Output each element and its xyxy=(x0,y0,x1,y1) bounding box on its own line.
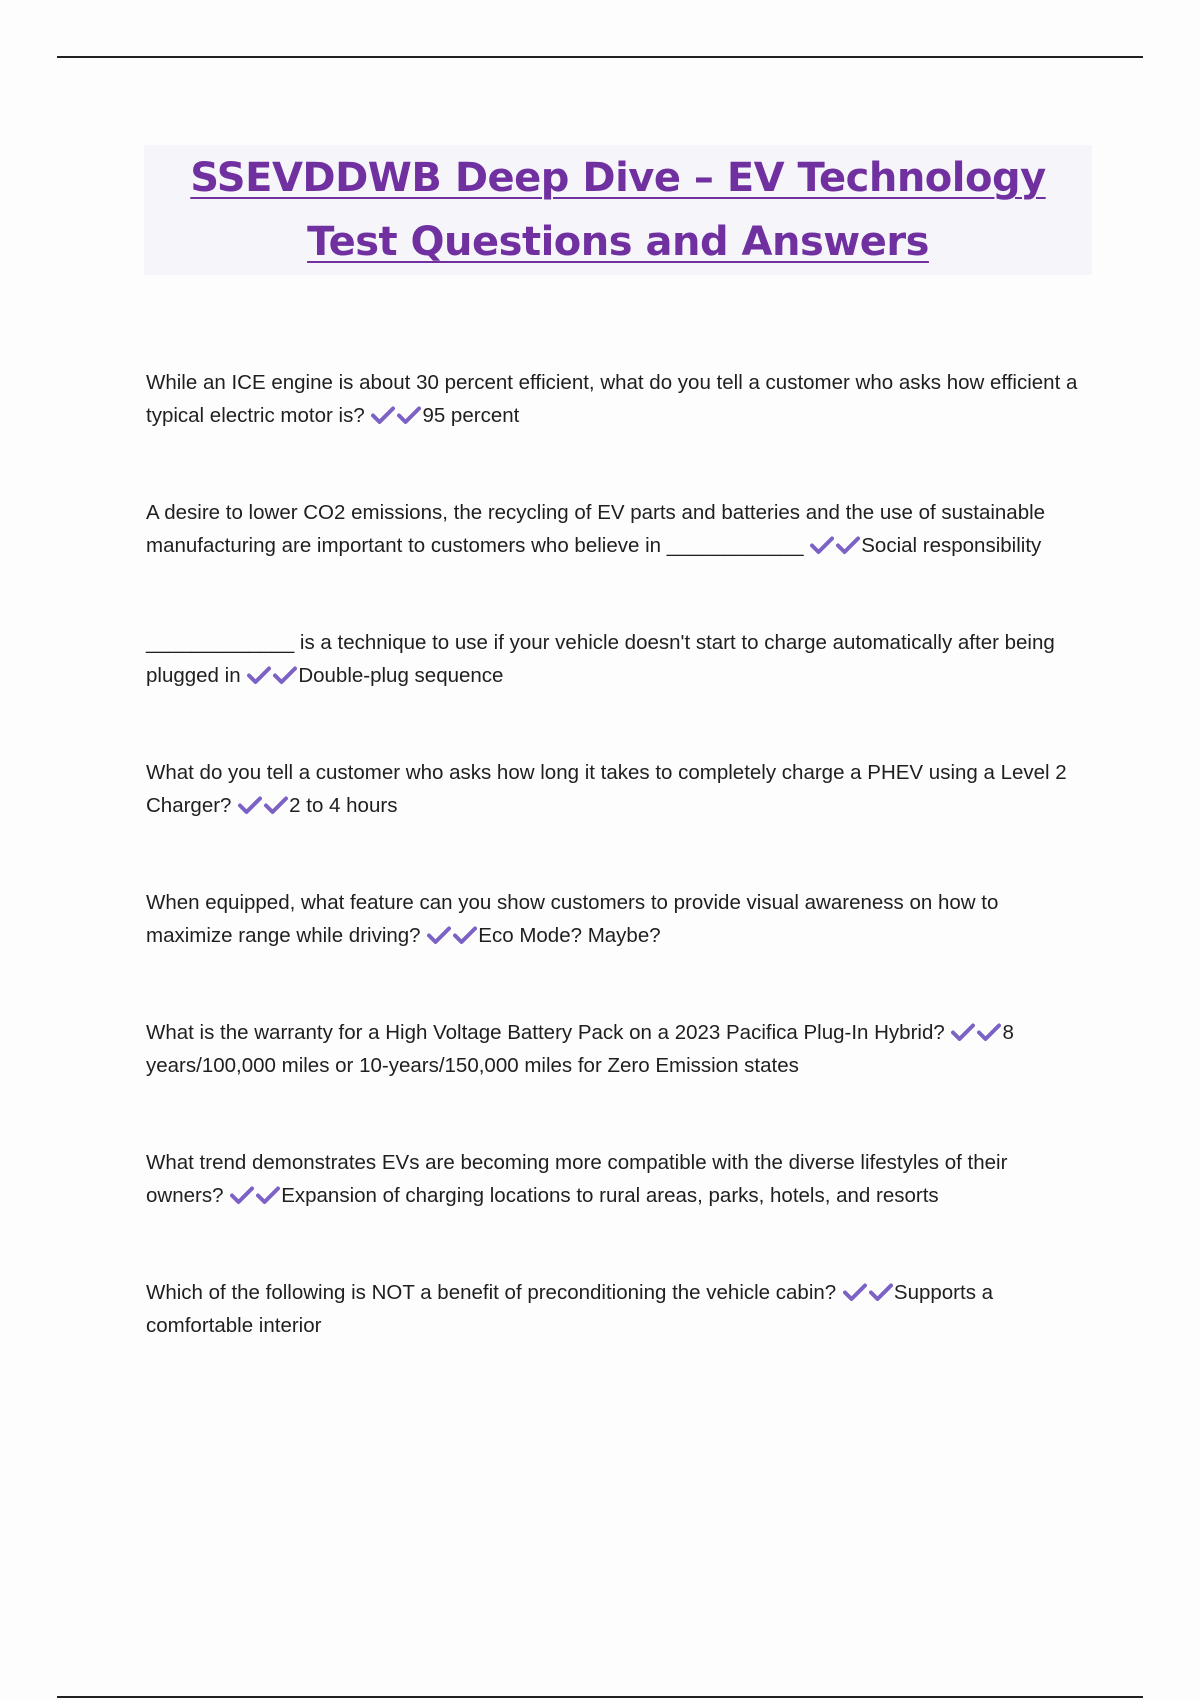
answer-text: 8 years/100,000 miles or 10-years/150,000 miles for Zero Emission states xyxy=(146,1021,1014,1077)
question-text: What do you tell a customer who asks how long it takes to completely charge a PHEV using a Level 2 Charger? xyxy=(146,761,1067,817)
qa-item xyxy=(146,886,1086,952)
qa-item xyxy=(146,1146,1086,1212)
checkmark-icon xyxy=(836,535,860,555)
checkmark-icon xyxy=(427,925,451,945)
question-text: Which of the following is NOT a benefit of preconditioning the vehicle cabin? xyxy=(146,1281,842,1304)
checkmark-icon xyxy=(230,1185,254,1205)
checkmark-icon xyxy=(951,1022,975,1042)
answer-text: 2 to 4 hours xyxy=(289,794,398,817)
question-text: What trend demonstrates EVs are becoming more compatible with the diverse lifestyles of their owners? xyxy=(146,1151,1008,1207)
qa-item xyxy=(146,496,1086,562)
answer-text: Expansion of charging locations to rural areas, parks, hotels, and resorts xyxy=(281,1184,939,1207)
question-text: A desire to lower CO2 emissions, the recycling of EV parts and batteries and the use of sustainable manufacturing are important to customers who believe in ____________ xyxy=(146,501,1046,557)
question-text: _____________ is a technique to use if your vehicle doesn't start to charge automatically after being plugged in xyxy=(146,631,1055,687)
answer-text: Eco Mode? Maybe? xyxy=(478,924,661,947)
question-text: When equipped, what feature can you show customers to provide visual awareness on how to maximize range while driving? xyxy=(146,891,999,947)
qa-item xyxy=(146,1016,1086,1082)
checkmark-icon xyxy=(256,1185,280,1205)
checkmark-icon xyxy=(810,535,834,555)
checkmark-icon xyxy=(238,795,262,815)
checkmark-icon xyxy=(843,1282,867,1302)
checkmark-icon xyxy=(247,665,271,685)
document-title xyxy=(144,145,1092,275)
qa-list xyxy=(146,366,1086,1406)
checkmark-icon xyxy=(453,925,477,945)
bottom-rule xyxy=(57,1696,1143,1698)
qa-item xyxy=(146,756,1086,822)
checkmark-icon xyxy=(371,405,395,425)
title-line-2: Test Questions and Answers xyxy=(307,219,929,265)
qa-item xyxy=(146,366,1086,432)
checkmark-icon xyxy=(869,1282,893,1302)
qa-item xyxy=(146,626,1086,692)
qa-item xyxy=(146,1276,1086,1342)
checkmark-icon xyxy=(397,405,421,425)
answer-text: Double-plug sequence xyxy=(298,664,504,687)
top-rule xyxy=(57,56,1143,58)
answer-text: Supports a comfortable interior xyxy=(146,1281,994,1337)
checkmark-icon xyxy=(273,665,297,685)
question-text: While an ICE engine is about 30 percent efficient, what do you tell a customer who asks how efficient a typical electric motor is? xyxy=(146,371,1078,427)
answer-text: Social responsibility xyxy=(861,534,1042,557)
checkmark-icon xyxy=(264,795,288,815)
answer-text: 95 percent xyxy=(422,404,520,427)
title-line-1: SSEVDDWB Deep Dive – EV Technology xyxy=(190,155,1046,201)
question-text: What is the warranty for a High Voltage Battery Pack on a 2023 Pacifica Plug-In Hybrid? xyxy=(146,1021,951,1044)
checkmark-icon xyxy=(977,1022,1001,1042)
